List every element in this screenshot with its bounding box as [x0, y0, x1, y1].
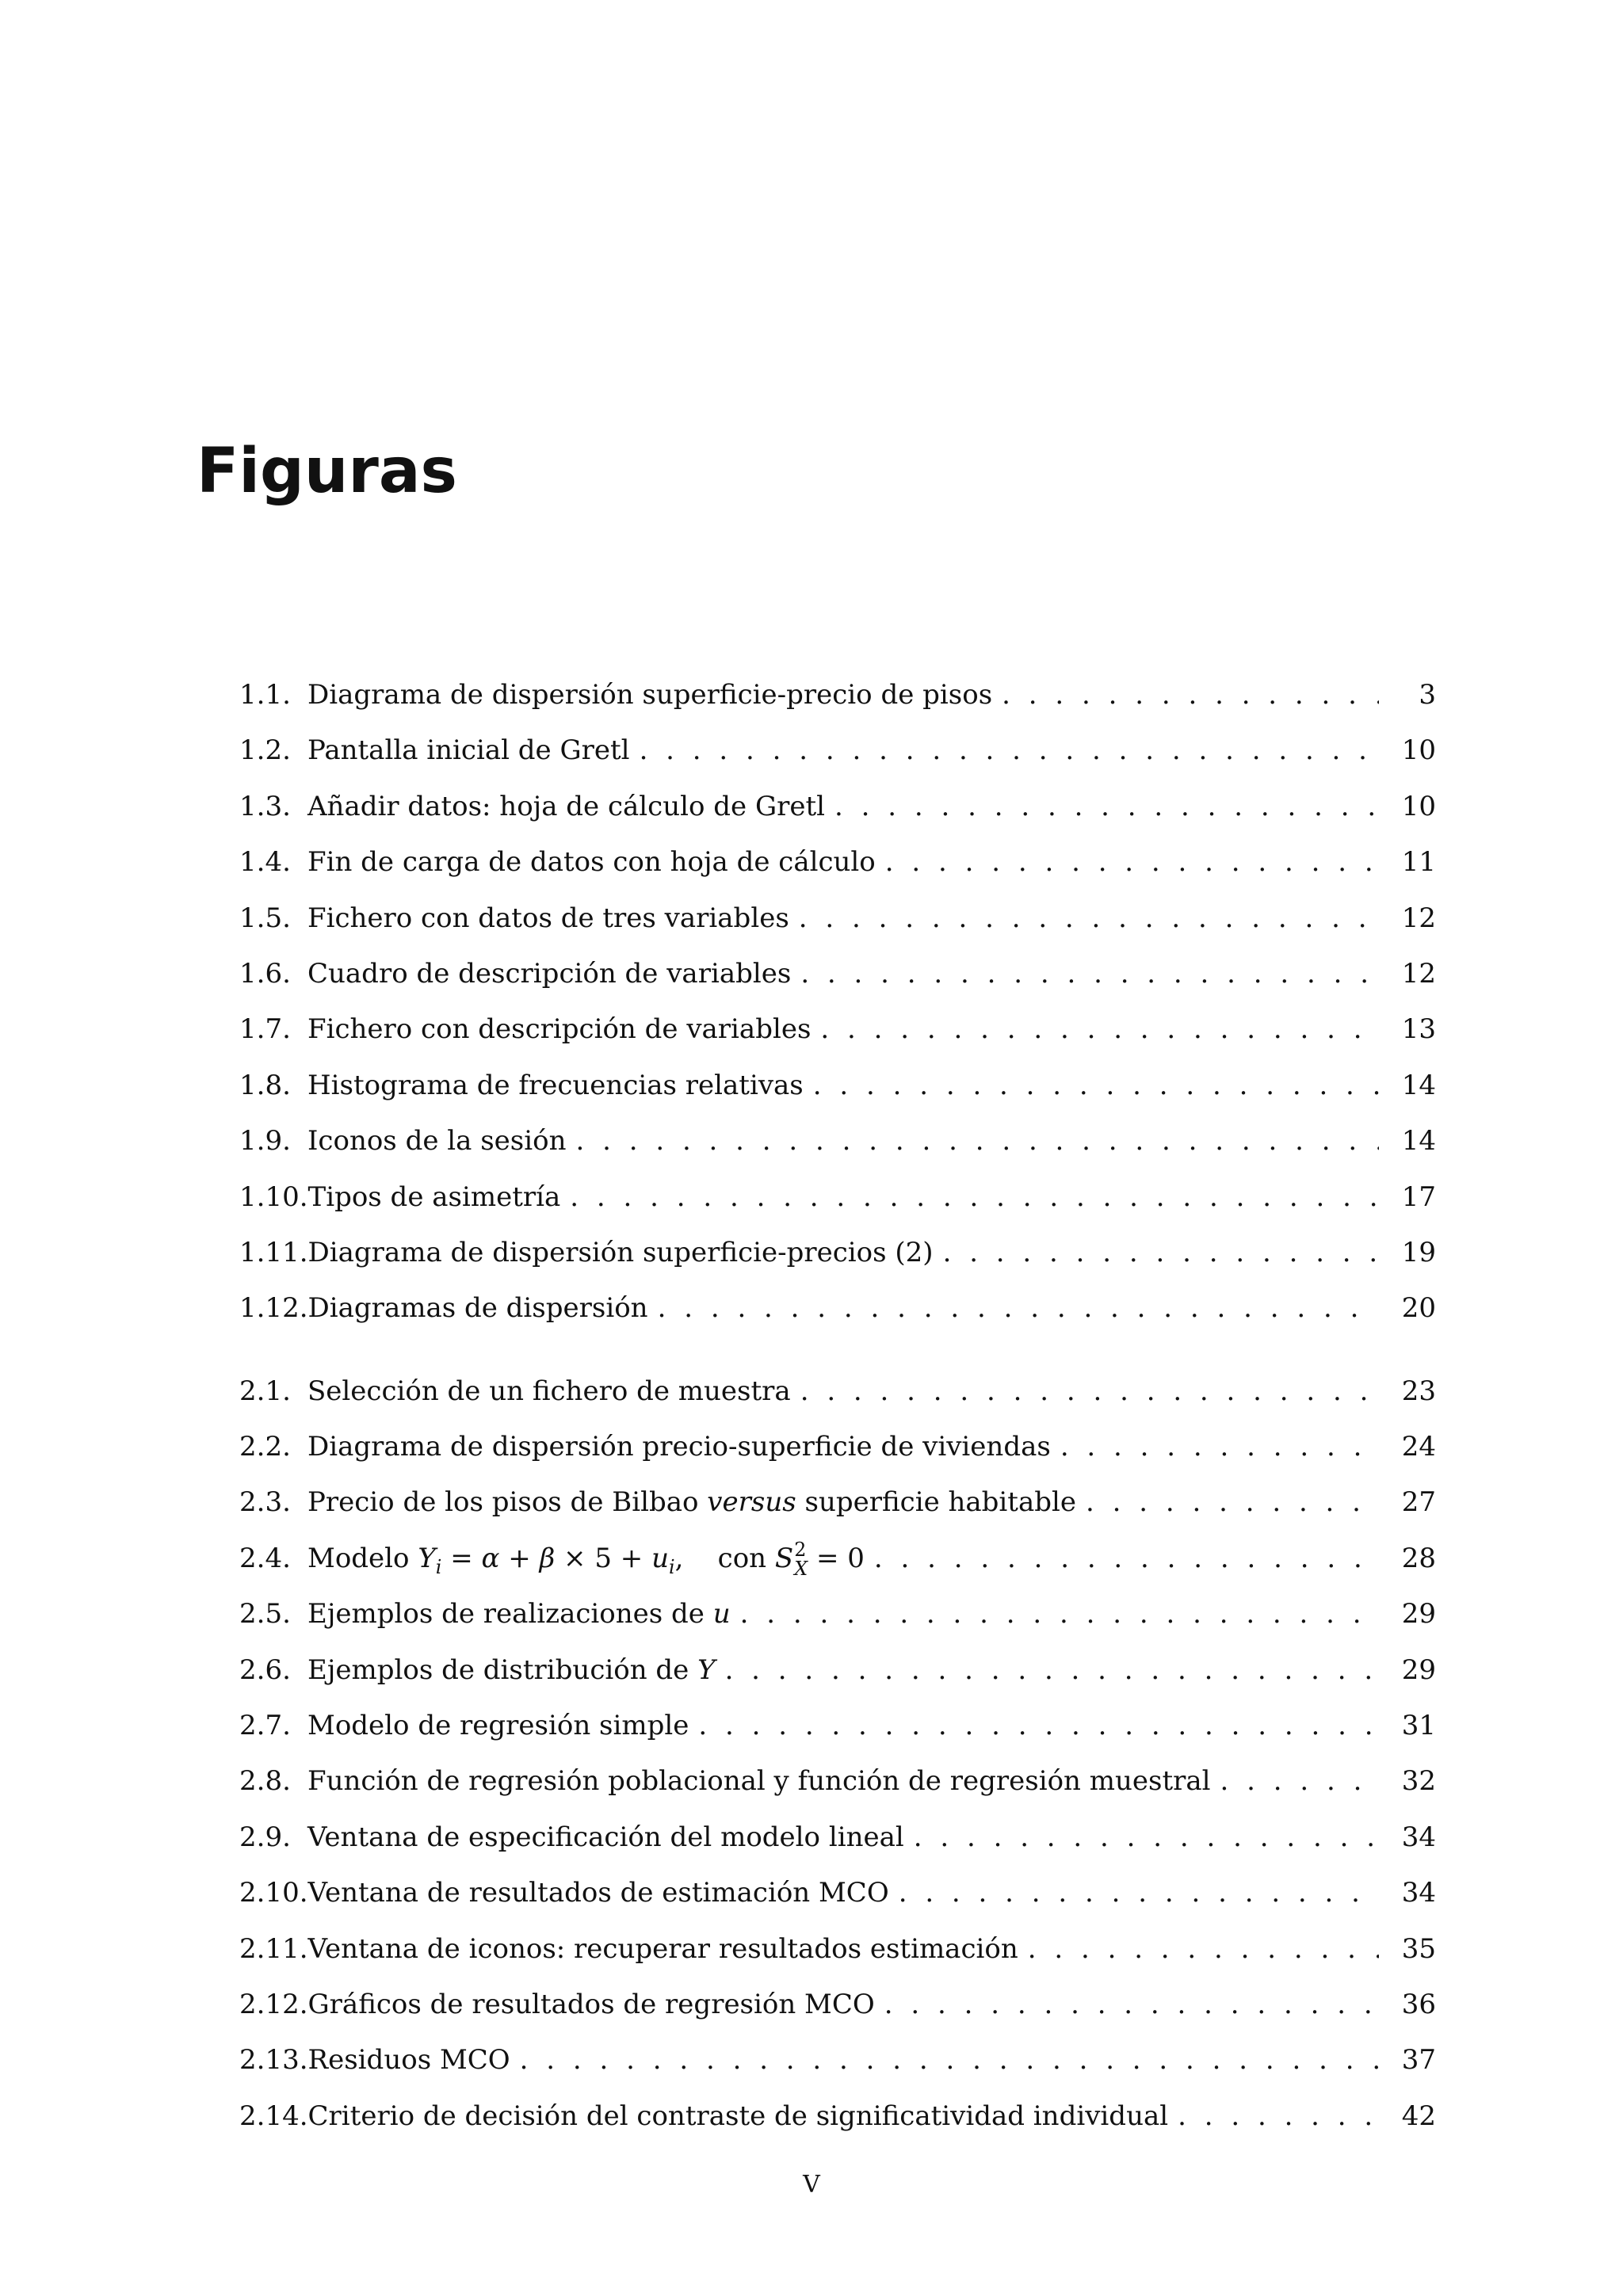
figure-number: 2.10. — [239, 1877, 308, 1909]
toc-entry[interactable] — [239, 1363, 1436, 1419]
dot-leader — [658, 1280, 1379, 1336]
toc-group-2 — [239, 1363, 1436, 2144]
figure-title: Modelo $Y_i = \alpha + \beta \times 5 + u_i$, con S 2 X = 0 — [307, 1539, 865, 1580]
toc-entry[interactable] — [239, 1921, 1436, 1977]
page-reference: 42 — [1401, 2100, 1436, 2132]
page-reference: 13 — [1401, 1013, 1436, 1046]
figure-number: 2.6. — [239, 1653, 291, 1686]
toc-entry[interactable] — [239, 1225, 1436, 1280]
dot-leader — [813, 1058, 1379, 1113]
page-reference: 17 — [1401, 1180, 1436, 1213]
dot-leader — [884, 1977, 1379, 2032]
figure-title: Pantalla inicial de Gretl — [307, 734, 630, 767]
figure-title: Modelo de regresión simple — [307, 1710, 689, 1742]
toc-entry[interactable] — [239, 2088, 1436, 2144]
dot-leader — [1060, 1419, 1379, 1474]
toc-entry[interactable] — [239, 1586, 1436, 1642]
dot-leader — [914, 1810, 1379, 1865]
figure-title: Diagrama de dispersión superficie-precio de pisos — [307, 679, 993, 711]
figure-number: 2.7. — [239, 1710, 291, 1742]
figure-title: Criterio de decisión del contraste de significatividad individual — [307, 2100, 1169, 2132]
dot-leader — [885, 834, 1379, 890]
toc-entry[interactable] — [239, 1113, 1436, 1169]
page-reference: 12 — [1401, 902, 1436, 934]
figure-number: 2.11. — [239, 1932, 308, 1965]
page-reference: 28 — [1401, 1542, 1436, 1574]
dot-leader — [740, 1586, 1379, 1642]
dot-leader — [834, 779, 1379, 834]
page-reference: 24 — [1401, 1431, 1436, 1463]
figure-title: Fichero con descripción de variables — [307, 1013, 812, 1046]
figure-title: Gráficos de resultados de regresión MCO — [307, 1988, 875, 2020]
figure-number: 1.11. — [239, 1236, 308, 1268]
figure-number: 2.3. — [239, 1486, 291, 1519]
dot-leader — [820, 1001, 1379, 1057]
figure-title: Fin de carga de datos con hoja de cálculo — [307, 846, 876, 879]
page-reference: 32 — [1401, 1765, 1436, 1798]
dot-leader — [520, 2032, 1379, 2088]
toc-entry[interactable] — [239, 1977, 1436, 2032]
figure-title: Fichero con datos de tres variables — [307, 902, 789, 934]
figure-number: 1.5. — [239, 902, 291, 934]
dot-leader — [1086, 1474, 1379, 1530]
page-reference: 35 — [1401, 1932, 1436, 1965]
figure-number: 1.3. — [239, 790, 291, 822]
page-title: Figuras — [197, 436, 457, 507]
toc-entry[interactable] — [239, 1531, 1436, 1586]
figure-title: Ventana de especificación del modelo lineal — [307, 1821, 904, 1853]
page-reference: 11 — [1401, 846, 1436, 879]
figure-number: 1.6. — [239, 957, 291, 990]
figure-title: Diagrama de dispersión precio-superficie de viviendas — [307, 1431, 1051, 1463]
figure-title: Añadir datos: hoja de cálculo de Gretl — [307, 790, 826, 822]
figure-number: 2.13. — [239, 2044, 308, 2077]
dot-leader — [800, 946, 1379, 1001]
figure-title: Ventana de resultados de estimación MCO — [307, 1877, 889, 1909]
dot-leader — [800, 1363, 1379, 1419]
page-reference: 14 — [1401, 1069, 1436, 1101]
page-reference: 31 — [1401, 1710, 1436, 1742]
figure-number: 1.10. — [239, 1180, 308, 1213]
toc-entry[interactable] — [239, 1642, 1436, 1698]
figure-title: Histograma de frecuencias relativas — [307, 1069, 804, 1101]
toc-entry[interactable] — [239, 1001, 1436, 1057]
page-reference: 20 — [1401, 1292, 1436, 1325]
page-reference: 10 — [1401, 734, 1436, 767]
figure-title: Cuadro de descripción de variables — [307, 957, 792, 990]
figure-title: Tipos de asimetría — [307, 1180, 561, 1213]
dot-leader — [570, 1169, 1379, 1225]
toc-entry[interactable] — [239, 1058, 1436, 1113]
toc-entry[interactable] — [239, 723, 1436, 778]
dot-leader — [1178, 2088, 1379, 2144]
page-reference: 34 — [1401, 1877, 1436, 1909]
dot-leader — [874, 1531, 1379, 1586]
dot-leader — [1028, 1921, 1379, 1977]
figure-title: Ejemplos de distribución de Y — [307, 1653, 716, 1686]
figure-number: 2.9. — [239, 1821, 291, 1853]
toc-entry[interactable] — [239, 1169, 1436, 1225]
page-number: V — [803, 2171, 820, 2199]
figure-number: 2.2. — [239, 1431, 291, 1463]
figure-number: 2.14. — [239, 2100, 308, 2132]
dot-leader — [575, 1113, 1379, 1169]
figure-number: 2.4. — [239, 1542, 291, 1574]
toc-entry[interactable] — [239, 1810, 1436, 1865]
dot-leader — [1002, 667, 1379, 723]
dot-leader — [943, 1225, 1379, 1280]
figure-number: 1.4. — [239, 846, 291, 879]
figure-title: Ejemplos de realizaciones de u — [307, 1598, 731, 1630]
dot-leader — [899, 1865, 1379, 1920]
toc-entry[interactable] — [239, 834, 1436, 890]
figure-number: 2.5. — [239, 1598, 291, 1630]
figure-number: 1.8. — [239, 1069, 291, 1101]
toc-entry[interactable] — [239, 779, 1436, 834]
figure-title: Ventana de iconos: recuperar resultados estimación — [307, 1932, 1018, 1965]
page-reference: 36 — [1401, 1988, 1436, 2020]
toc-entry[interactable] — [239, 891, 1436, 946]
toc-entry[interactable] — [239, 1419, 1436, 1474]
figure-number: 1.7. — [239, 1013, 291, 1046]
figure-title: Iconos de la sesión — [307, 1125, 567, 1158]
figure-title: Selección de un fichero de muestra — [307, 1375, 791, 1407]
figure-number: 1.1. — [239, 679, 291, 711]
toc-entry[interactable] — [239, 2032, 1436, 2088]
figure-number: 1.9. — [239, 1125, 291, 1158]
toc-group-1 — [239, 667, 1436, 1337]
figure-title: Diagrama de dispersión superficie-precios (2) — [307, 1236, 934, 1268]
toc-entry[interactable] — [239, 667, 1436, 723]
page-reference: 29 — [1401, 1653, 1436, 1686]
page-reference: 29 — [1401, 1598, 1436, 1630]
figure-number: 1.2. — [239, 734, 291, 767]
page-reference: 34 — [1401, 1821, 1436, 1853]
toc-entry[interactable] — [239, 1698, 1436, 1753]
dot-leader — [1220, 1753, 1379, 1809]
page-reference: 27 — [1401, 1486, 1436, 1519]
toc-entry[interactable] — [239, 946, 1436, 1001]
page-reference: 14 — [1401, 1125, 1436, 1158]
figure-number: 1.12. — [239, 1292, 308, 1325]
dot-leader — [698, 1698, 1379, 1753]
page-reference: 3 — [1419, 679, 1436, 711]
dot-leader — [799, 891, 1379, 946]
figure-number: 2.1. — [239, 1375, 291, 1407]
list-of-figures — [239, 667, 1436, 2144]
page-reference: 12 — [1401, 957, 1436, 990]
figure-number: 2.12. — [239, 1988, 308, 2020]
dot-leader — [640, 723, 1379, 778]
page-reference: 19 — [1401, 1236, 1436, 1268]
toc-entry[interactable] — [239, 1753, 1436, 1809]
page-reference: 23 — [1401, 1375, 1436, 1407]
toc-entry[interactable] — [239, 1865, 1436, 1920]
figure-number: 2.8. — [239, 1765, 291, 1798]
page-reference: 37 — [1401, 2044, 1436, 2077]
figure-title: Residuos MCO — [307, 2044, 510, 2077]
figure-title: Diagramas de dispersión — [307, 1292, 648, 1325]
figure-title: Función de regresión poblacional y función de regresión muestral — [307, 1765, 1211, 1798]
toc-entry[interactable] — [239, 1474, 1436, 1530]
dot-leader — [725, 1642, 1379, 1698]
toc-entry[interactable] — [239, 1280, 1436, 1336]
page-reference: 10 — [1401, 790, 1436, 822]
figure-title: Precio de los pisos de Bilbao versus superficie habitable — [307, 1486, 1077, 1519]
